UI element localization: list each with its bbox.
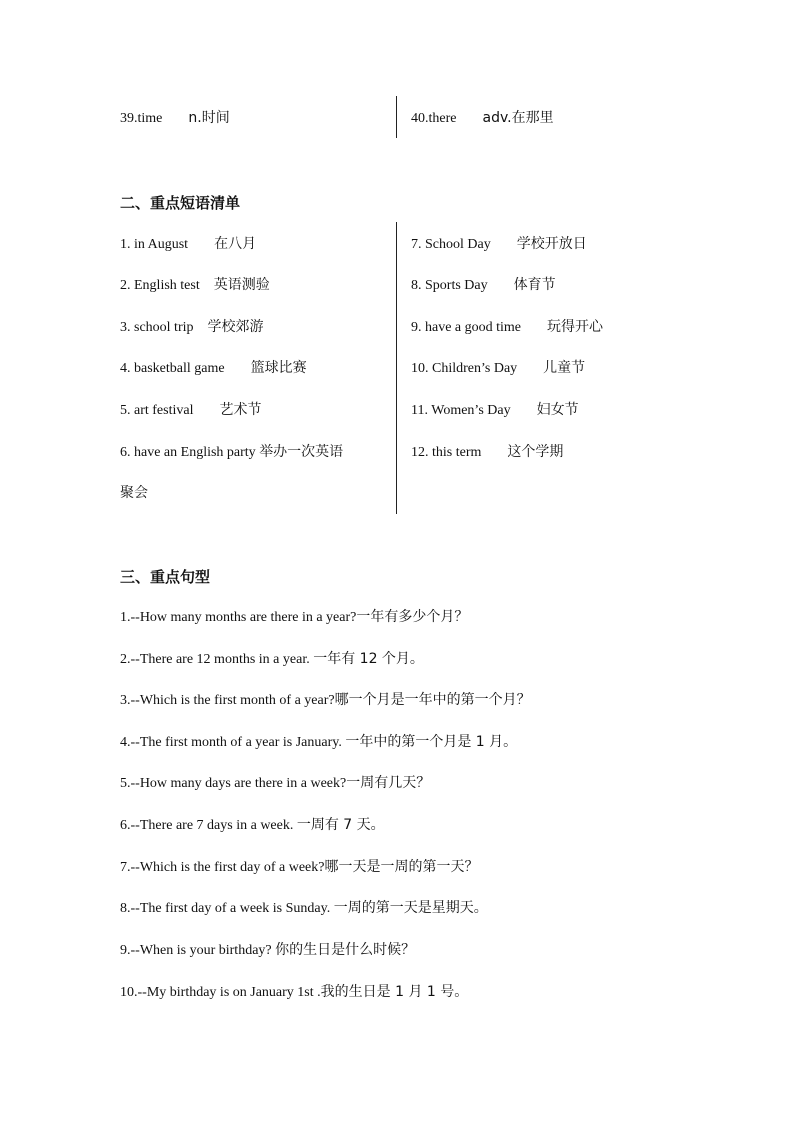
sentence-en: 4.--The first month of a year is January.: [120, 735, 346, 750]
sentence-cn: 一年有多少个月？: [356, 609, 469, 625]
sentence-item: [120, 732, 517, 753]
sentence-cn: 哪一天是一周的第一天？: [324, 859, 479, 875]
phrase-item: [411, 400, 579, 421]
sentence-item: [120, 690, 531, 711]
sentence-cn: 一年中的第一个月是 1 月。: [345, 734, 518, 750]
vocab-word: 39.time: [120, 111, 163, 126]
phrase-en: 1. in August: [120, 237, 189, 252]
section-heading-phrases: 二、重点短语清单: [120, 194, 241, 212]
phrase-en: 11. Women’s Day: [411, 403, 511, 418]
sentence-item: [120, 773, 430, 794]
sentence-en: 7.--Which is the first day of a week?: [120, 860, 325, 875]
sentence-en: 10.--My birthday is on January 1st .: [120, 985, 321, 1000]
phrase-item: [411, 442, 563, 463]
phrase-cn: 妇女节: [536, 402, 579, 418]
phrase-cn: 英语测验: [213, 277, 270, 293]
phrase-en: 7. School Day: [411, 237, 491, 252]
phrase-en: 5. art festival: [120, 403, 194, 418]
sentence-en: 1.--How many months are there in a year?: [120, 610, 357, 625]
phrase-en: 3. school trip: [120, 320, 194, 335]
phrase-table: [120, 222, 680, 514]
vocab-item: [411, 108, 554, 129]
phrase-cn: 这个学期: [507, 444, 564, 460]
phrase-item: [120, 358, 307, 379]
phrase-cn: 在八月: [214, 236, 257, 252]
phrase-en: 10. Children’s Day: [411, 361, 518, 376]
phrase-item: [120, 317, 264, 338]
phrase-item: [411, 275, 556, 296]
sentence-item: [120, 940, 415, 961]
sentence-cn: 一周有 7 天。: [296, 817, 385, 833]
phrase-cn: 儿童节: [543, 360, 586, 376]
sentence-en: 6.--There are 7 days in a week.: [120, 818, 297, 833]
sentence-item: [120, 982, 468, 1003]
phrase-item: [411, 234, 587, 255]
phrase-cn: 学校郊游: [207, 319, 264, 335]
sentence-item: [120, 857, 478, 878]
column-divider: [396, 96, 397, 138]
vocab-row: [120, 96, 680, 138]
section-heading-sentences: 三、重点句型: [120, 568, 211, 586]
sentence-item: [120, 607, 468, 628]
phrase-cn: 艺术节: [219, 402, 262, 418]
sentence-cn: 我的生日是 1 月 1 号。: [320, 984, 469, 1000]
phrase-cn: 玩得开心: [547, 319, 604, 335]
sentence-en: 3.--Which is the first month of a year?: [120, 693, 335, 708]
sentence-cn: 一年有 12 个月。: [313, 651, 424, 667]
sentence-en: 9.--When is your birthday?: [120, 943, 276, 958]
sentence-cn: 哪一个月是一年中的第一个月？: [334, 692, 531, 708]
column-divider: [396, 222, 397, 514]
phrase-continuation: 聚会: [120, 485, 148, 501]
phrase-item: [411, 317, 603, 338]
phrase-item: [411, 358, 585, 379]
phrase-cn: 体育节: [513, 277, 556, 293]
sentence-en: 5.--How many days are there in a week?: [120, 776, 347, 791]
sentence-item: [120, 649, 424, 670]
phrase-en: 12. this term: [411, 445, 482, 460]
sentence-item: [120, 815, 385, 836]
sentence-cn: 你的生日是什么时候？: [275, 942, 416, 958]
phrase-en: 4. basketball game: [120, 361, 225, 376]
phrase-en: 9. have a good time: [411, 320, 522, 335]
phrase-cn: 学校开放日: [516, 236, 587, 252]
phrase-item: [120, 275, 270, 296]
phrase-item: [120, 400, 261, 421]
vocab-meaning: adv.在那里: [482, 110, 554, 126]
phrase-en: 2. English test: [120, 278, 200, 293]
vocab-meaning: n.时间: [188, 110, 230, 126]
phrase-item: [120, 442, 343, 463]
sentence-item: [120, 898, 488, 919]
sentence-cn: 一周有几天？: [346, 775, 431, 791]
phrase-en: 8. Sports Day: [411, 278, 488, 293]
phrase-cn: 篮球比赛: [250, 360, 307, 376]
phrase-cn: 举办一次英语: [259, 444, 344, 460]
sentence-cn: 一周的第一天是星期天。: [333, 900, 488, 916]
sentence-en: 8.--The first day of a week is Sunday.: [120, 901, 334, 916]
vocab-word: 40.there: [411, 111, 457, 126]
sentence-en: 2.--There are 12 months in a year.: [120, 652, 314, 667]
phrase-item: [120, 234, 256, 255]
phrase-en: 6. have an English party: [120, 445, 256, 460]
vocab-item: [120, 108, 230, 129]
